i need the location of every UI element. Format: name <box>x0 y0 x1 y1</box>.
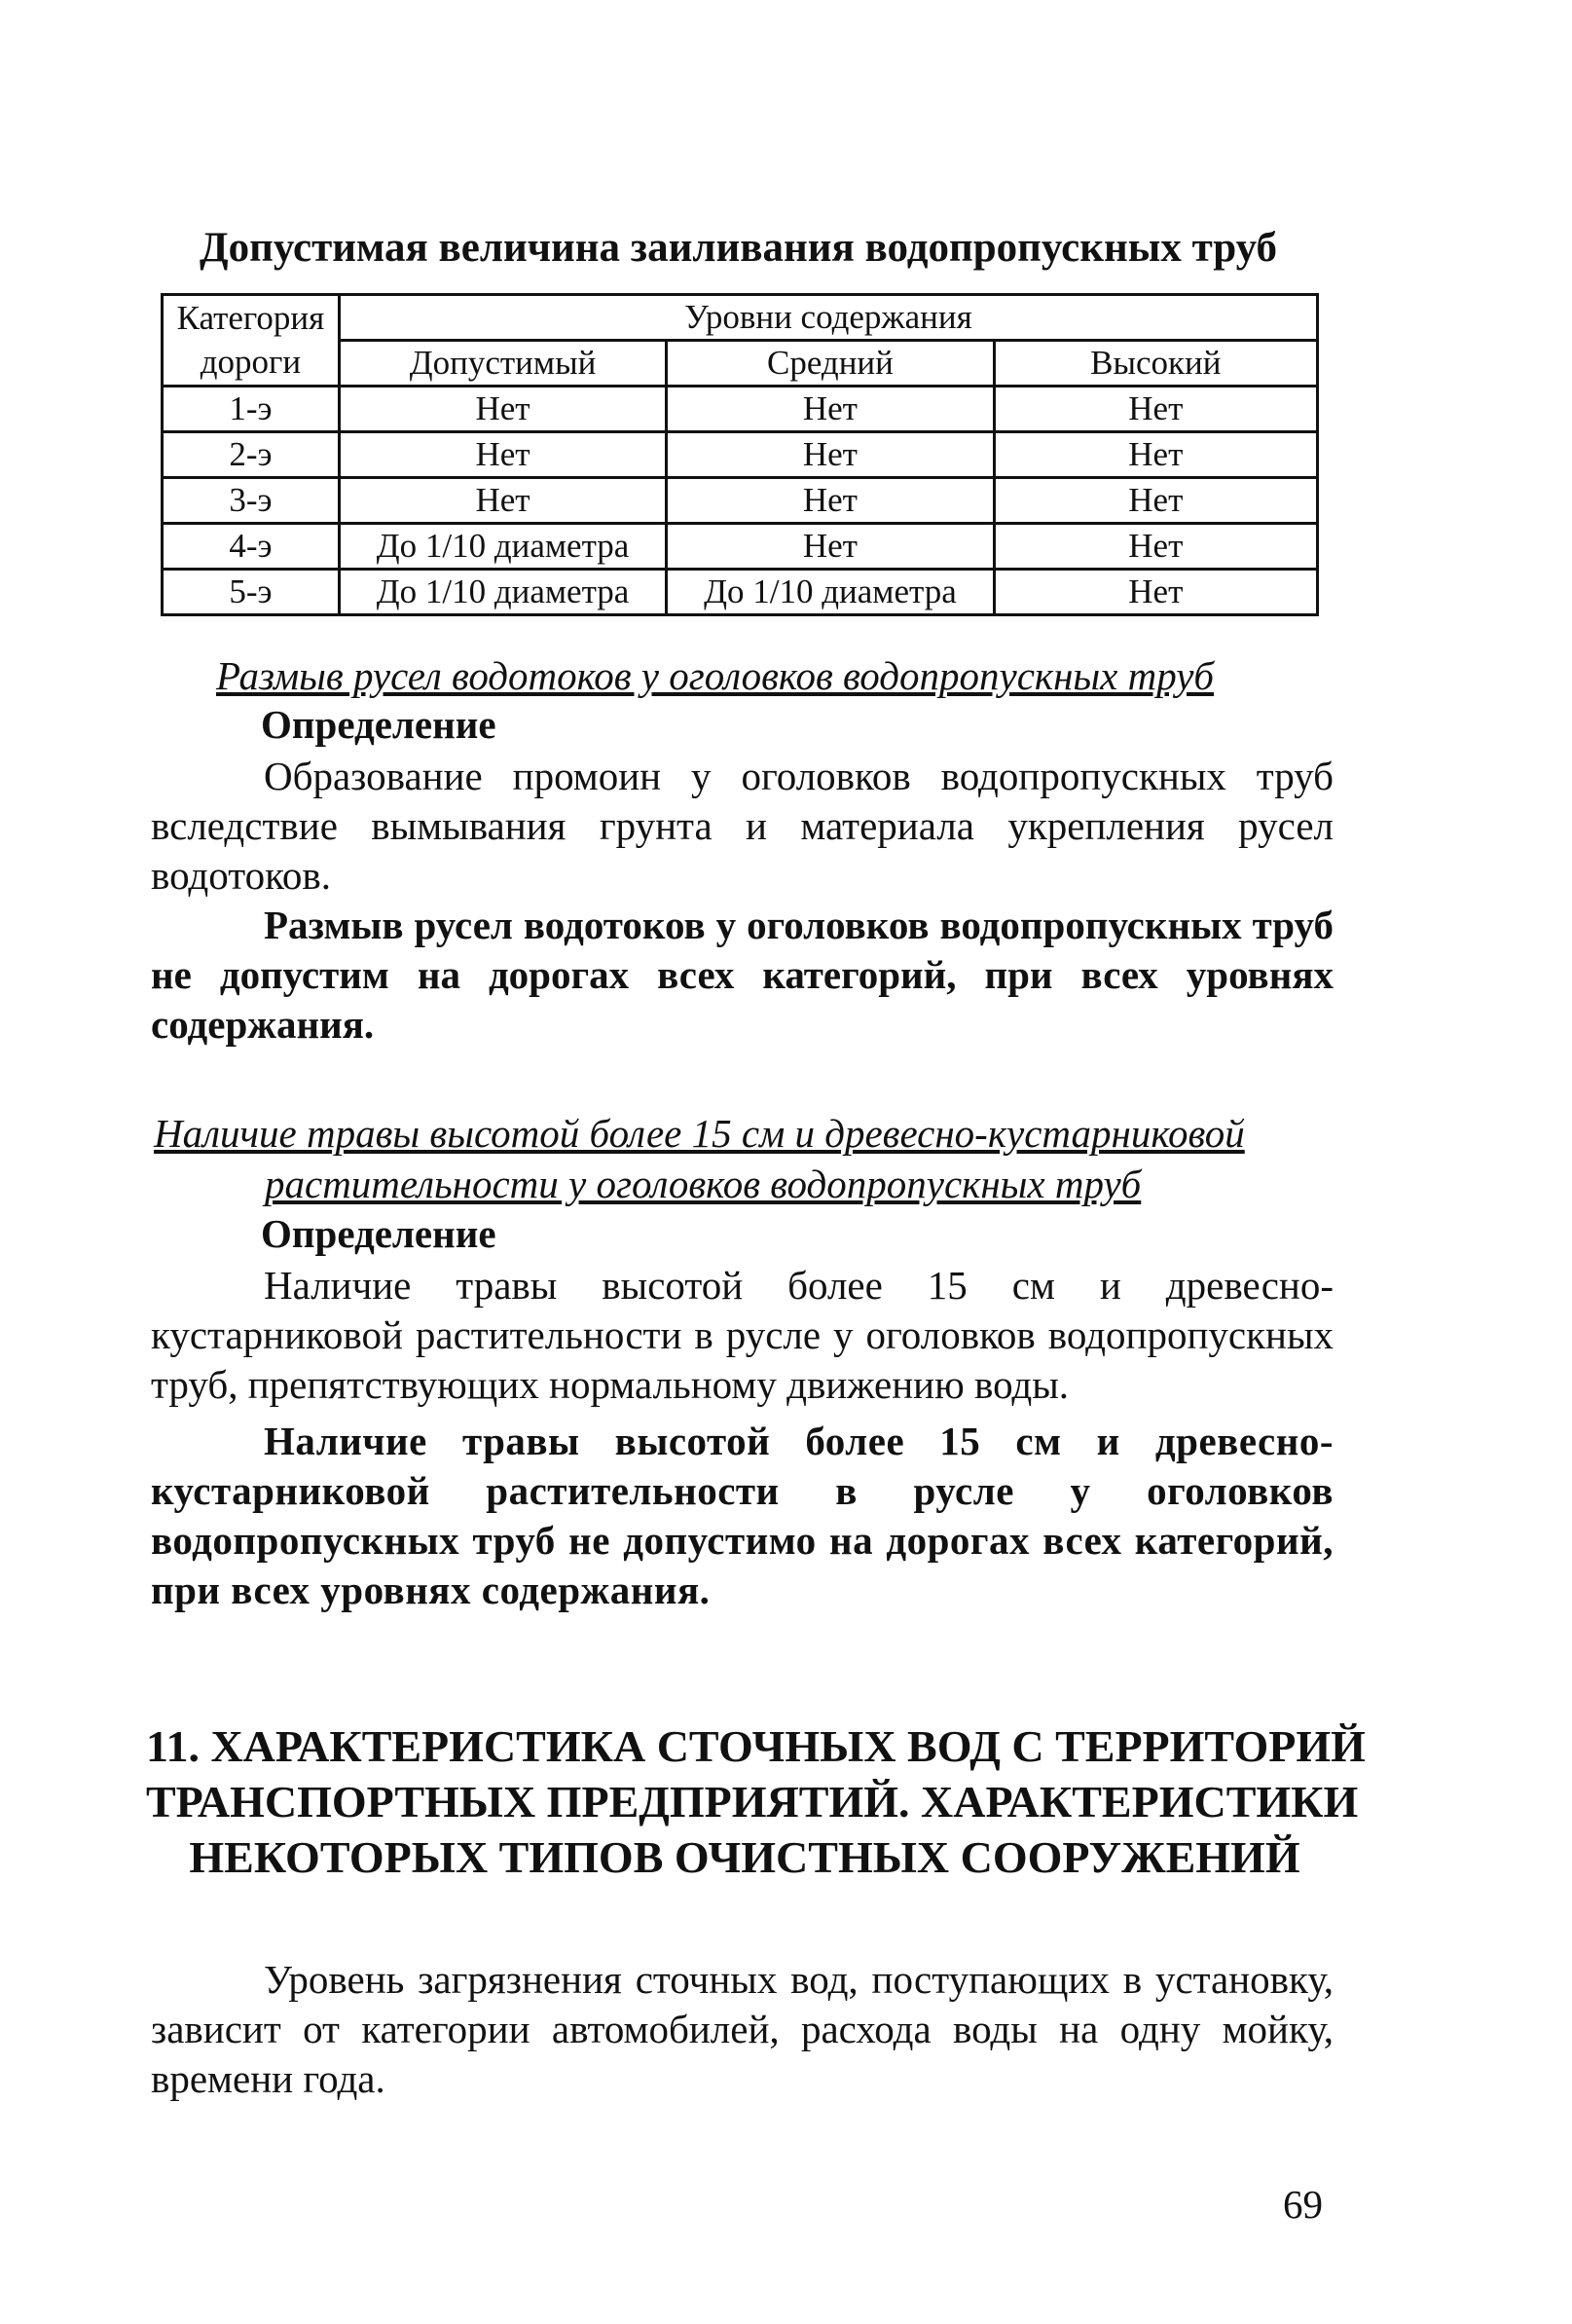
header-level-high: Высокий <box>994 341 1317 387</box>
row-cell: Нет <box>339 478 666 524</box>
row-category: 1-э <box>163 387 340 432</box>
header-levels: Уровни содержания <box>339 295 1317 341</box>
section1-heading: Размыв русел водотоков у оголовков водопропускных труб <box>216 653 1215 698</box>
siltation-table <box>161 293 1319 616</box>
row-cell: Нет <box>994 387 1317 432</box>
chapter-title-line2: ТРАНСПОРТНЫХ ПРЕДПРИЯТИЙ. ХАРАКТЕРИСТИКИ <box>146 1777 1359 1826</box>
table-row <box>163 432 1318 478</box>
row-cell: Нет <box>994 570 1317 615</box>
table-row <box>163 524 1318 570</box>
row-cell: Нет <box>339 432 666 478</box>
section2-definition-label: Определение <box>261 1211 496 1256</box>
table-row <box>163 570 1318 615</box>
row-cell: До 1/10 диаметра <box>339 570 666 615</box>
row-cell: Нет <box>994 432 1317 478</box>
row-cell: Нет <box>994 478 1317 524</box>
section1-rule-text: Размыв русел водотоков у оголовков водопропускных труб не допустим на дорогах всех категорий, при всех уровнях содержания. <box>151 903 1334 1047</box>
row-cell: Нет <box>667 432 994 478</box>
row-cell: До 1/10 диаметра <box>339 524 666 570</box>
header-level-medium: Средний <box>667 341 994 387</box>
row-category: 5-э <box>163 570 340 615</box>
row-category: 3-э <box>163 478 340 524</box>
table-row <box>163 387 1318 432</box>
table-header-row <box>163 295 1318 341</box>
chapter-title <box>146 1718 1366 1885</box>
header-category-line2: дороги <box>163 341 340 387</box>
row-cell: Нет <box>667 524 994 570</box>
row-cell: Нет <box>667 387 994 432</box>
table-title: Допустимая величина заиливания водопропускных труб <box>200 225 1277 271</box>
chapter-title-line3: НЕКОТОРЫХ ТИПОВ ОЧИСТНЫХ СООРУЖЕНИЙ <box>189 1832 1300 1882</box>
chapter-title-line1: 11. ХАРАКТЕРИСТИКА СТОЧНЫХ ВОД С ТЕРРИТОРИЙ <box>146 1721 1366 1771</box>
section2-heading-line2: растительности у оголовков водопропускных труб <box>265 1162 1142 1206</box>
row-cell: Нет <box>994 524 1317 570</box>
section2-heading-line1: Наличие травы высотой более 15 см и древесно-кустарниковой <box>154 1111 1245 1156</box>
table-subheader-row <box>163 341 1318 387</box>
section1-definition-label: Определение <box>261 702 496 747</box>
section2-rule-text: Наличие травы высотой более 15 см и древесно-кустарниковой растительности в русле у оголовков водопропускных труб не допустимо на дорогах всех категорий, при всех уровнях содержания. <box>151 1419 1334 1612</box>
section1-definition-text: Образование промоин у оголовков водопропускных труб вследствие вымывания грунта и материала укрепления русел водотоков. <box>151 754 1334 898</box>
row-cell: До 1/10 диаметра <box>667 570 994 615</box>
page-number: 69 <box>1283 2182 1323 2227</box>
section2-definition-text: Наличие травы высотой более 15 см и древесно-кустарниковой растительности в русле у оголовков водопропускных труб, препятствующих нормальному движению воды. <box>151 1263 1334 1407</box>
row-category: 2-э <box>163 432 340 478</box>
header-level-permissible: Допустимый <box>339 341 666 387</box>
row-cell: Нет <box>667 478 994 524</box>
header-category-line1: Категория <box>163 295 340 341</box>
row-category: 4-э <box>163 524 340 570</box>
chapter-paragraph: Уровень загрязнения сточных вод, поступающих в установку, зависит от категории автомобилей, расхода воды на одну мойку, времени года. <box>151 1957 1334 2101</box>
table-row <box>163 478 1318 524</box>
row-cell: Нет <box>339 387 666 432</box>
